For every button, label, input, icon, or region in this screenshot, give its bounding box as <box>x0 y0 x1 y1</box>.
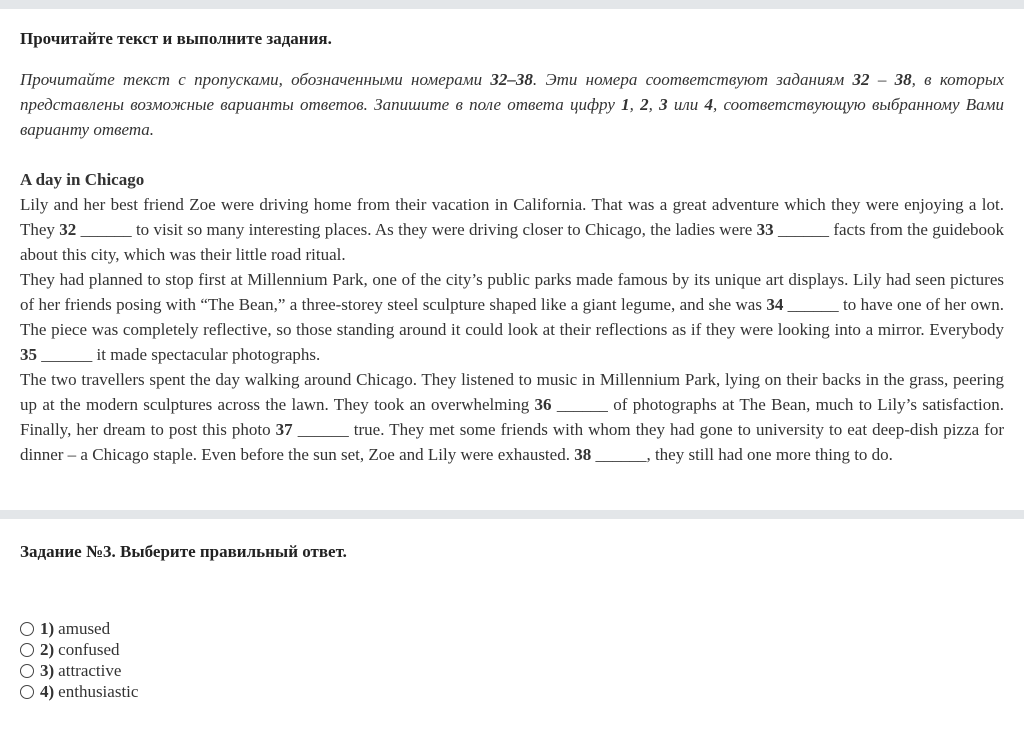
paragraph-text: to have one of her own. The piece was completely reflective, so those standing around it could look at their reflections as if they were looking into a mirror. Everybody <box>20 295 1005 339</box>
answer-option-3[interactable] <box>20 660 1004 681</box>
radio-button[interactable] <box>20 685 34 699</box>
gap-number: 32 <box>59 220 77 239</box>
answer-option-4[interactable] <box>20 681 1004 702</box>
instruction-comma: , <box>629 95 641 114</box>
task-heading: Задание №3. Выберите правильный ответ. <box>20 542 347 561</box>
paragraph-text: facts from the guidebook about this city, which was their little road ritual. <box>20 220 1005 264</box>
gap-blank: ______ <box>41 345 93 364</box>
section-heading: Прочитайте текст и выполните задания. <box>20 29 332 48</box>
option-number: 4) <box>40 681 55 701</box>
gap-blank: ______ <box>80 220 132 239</box>
paragraph-text: it made spectacular photographs. <box>92 345 321 364</box>
instruction-comma: , <box>648 95 660 114</box>
option-label: attractive <box>58 660 122 680</box>
paragraph-text: They had planned to stop first at Millennium Park, one of the city’s public parks made famous by its unique art displays. Lily had seen pictures of her friends posing with “The Bean,” a three-storey steel sculpture shaped like a giant legume, and she was <box>20 270 1004 314</box>
option-label: confused <box>58 639 120 659</box>
paragraph-text: Lily and her best friend Zoe were driving home from their vacation in California. That was a great adventure which they were enjoying a lot. They <box>20 195 1004 239</box>
instruction-number: 38 <box>894 70 912 89</box>
paragraph-text: of photographs at The Bean, much to Lily’s satisfaction. Finally, her dream to post this photo <box>20 395 1004 439</box>
option-number: 2) <box>40 639 55 659</box>
instruction-digit: 3 <box>659 95 668 114</box>
paragraph-text: The two travellers spent the day walking around Chicago. They listened to music in Millennium Park, lying on their backs in the grass, peering up at the modern sculptures across the lawn. They took an overwhelming <box>20 370 1004 414</box>
instruction-text <box>20 67 1004 142</box>
radio-button[interactable] <box>20 643 34 657</box>
instruction-digit: 4 <box>704 95 713 114</box>
gap-blank: ______ <box>787 295 839 314</box>
answer-option-1[interactable] <box>20 618 1004 639</box>
top-divider <box>0 0 1024 9</box>
radio-button[interactable] <box>20 664 34 678</box>
article-title: A day in Chicago <box>20 170 145 189</box>
gap-number: 38 <box>574 445 592 464</box>
instruction-part: , соответствующую выбранному Вами варианту ответа. <box>20 95 1005 139</box>
answer-option-2[interactable] <box>20 639 1004 660</box>
section-divider <box>0 510 1024 519</box>
answer-options <box>20 618 1004 702</box>
gap-number: 37 <box>275 420 293 439</box>
gap-blank: ______ <box>556 395 608 414</box>
gap-blank: ______ <box>778 220 830 239</box>
instruction-part: Прочитайте текст с пропусками, обозначенными номерами <box>20 70 491 89</box>
gap-number: 33 <box>756 220 774 239</box>
task-section <box>0 519 1024 702</box>
gap-number: 34 <box>766 295 784 314</box>
instruction-digit: 2 <box>640 95 649 114</box>
instruction-or: или <box>667 95 705 114</box>
instruction-number: 32 <box>852 70 870 89</box>
paragraph-text: true. They met some friends with whom they had gone to university to eat deep-dish pizza for dinner – a Chicago staple. Even before the sun set, Zoe and Lily were exhausted. <box>20 420 1004 464</box>
option-label: enthusiastic <box>58 681 139 701</box>
option-number: 1) <box>40 618 55 638</box>
instruction-digit: 1 <box>621 95 630 114</box>
option-number: 3) <box>40 660 55 680</box>
paragraph-text: to visit so many interesting places. As they were driving closer to Chicago, the ladies were <box>131 220 757 239</box>
option-label: amused <box>58 618 111 638</box>
gap-blank: ______ <box>595 445 647 464</box>
paragraph-text: , they still had one more thing to do. <box>646 445 893 464</box>
instruction-part: , в которых представлены возможные варианты ответов. Запишите в поле ответа цифру <box>20 70 1004 114</box>
article-paragraph-3 <box>20 367 1004 467</box>
instruction-range: 32–38 <box>490 70 533 89</box>
gap-number: 35 <box>20 345 37 364</box>
gap-blank: ______ <box>297 420 349 439</box>
instruction-part: . Эти номера соответствуют заданиям <box>532 70 853 89</box>
article-paragraph-1 <box>20 192 1004 267</box>
radio-button[interactable] <box>20 622 34 636</box>
reading-section <box>0 9 1024 467</box>
article-paragraph-2 <box>20 267 1004 367</box>
gap-number: 36 <box>534 395 552 414</box>
instruction-dash: – <box>869 70 895 89</box>
